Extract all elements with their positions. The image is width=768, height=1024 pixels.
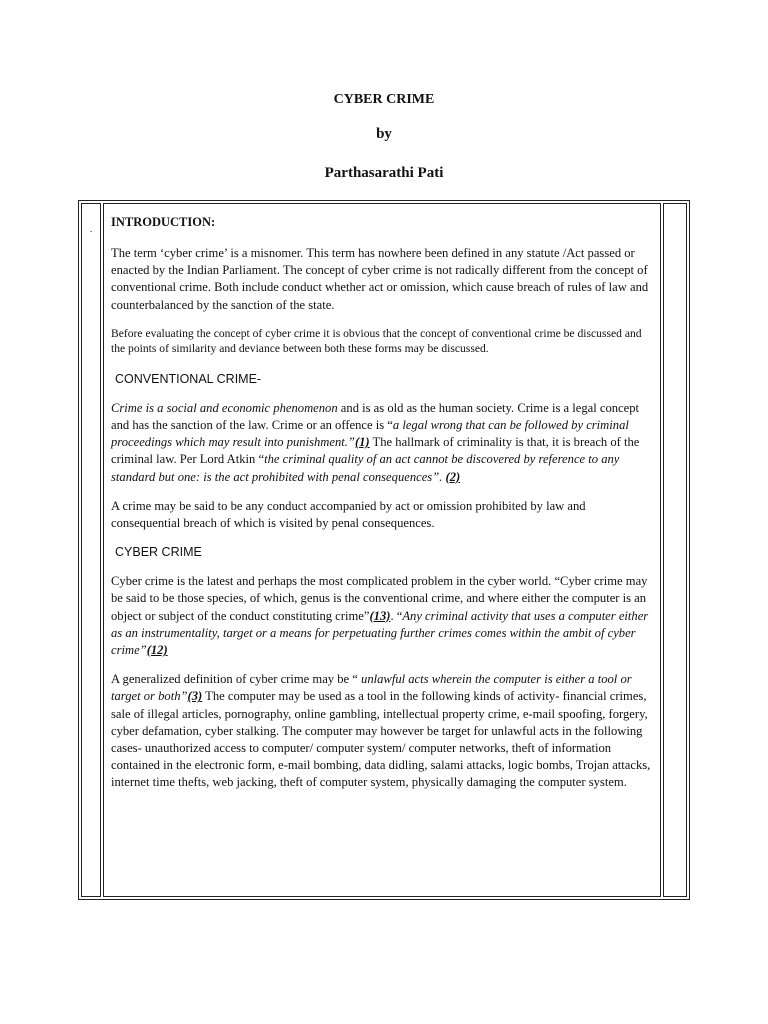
conventional-paragraph-2: A crime may be said to be any conduct accompanied by act or omission prohibited by law and consequential breach of which is visited by penal consequences.	[111, 498, 586, 531]
footnote-ref-1: (1)	[354, 435, 370, 450]
cyber-italic-quote: Any criminal activity that uses a computer either as an instrumentality, target or a means for perpetuating further crimes comes within the ambit of cyber crime”	[111, 608, 649, 658]
cyber-paragraph-1	[111, 573, 651, 659]
conventional-paragraph-1	[111, 400, 651, 486]
footnote-ref-12: (12)	[146, 643, 168, 658]
cyber-text-b: . “	[390, 608, 403, 623]
footnote-ref-2: (2)	[445, 469, 461, 484]
footnote-ref-3: (3)	[187, 689, 203, 704]
intro-paragraph-2: Before evaluating the concept of cyber crime it is obvious that the concept of conventional crime be discussed and the points of similarity and deviance between both these forms may be discussed.	[111, 326, 642, 356]
right-margin-cell	[663, 203, 687, 897]
cyber2-text-a: A generalized definition of cyber crime may be “	[111, 672, 362, 687]
cyber-text-a: Cyber crime is the latest and perhaps the most complicated problem in the cyber world. “Cyber crime may be said to be those species, of which, genus is the conventional crime, and where either the computer is an object or subject of the conduct constituting crime”	[111, 574, 648, 623]
cyber2-italic-def: unlawful acts wherein the computer is either a tool or target or both”	[111, 672, 632, 704]
conv-text-d: The hallmark of criminality is that, it is breach of the criminal law. Per Lord Atkin “	[111, 435, 640, 467]
content-table	[78, 200, 690, 900]
article-body	[111, 214, 651, 804]
conv-italic-atkin: the criminal quality of an act cannot be discovered by reference to any standard but one: is the act prohibited with penal consequences”.	[111, 452, 620, 484]
intro-paragraph-1: The term ‘cyber crime’ is a misnomer. This term has nowhere been defined in any statute /Act passed or enacted by the Indian Parliament. The concept of cyber crime is not radically different from the concept of conventional crime. Both include conduct whether act or omission, which cause breach of rules of law and counterbalanced by the sanction of the state.	[111, 246, 649, 312]
cyber-paragraph-2	[111, 671, 651, 791]
author-name: Parthasarathi Pati	[324, 165, 444, 181]
conv-italic-phrase: Crime is a social and economic phenomenon	[111, 400, 338, 415]
main-content-cell	[103, 203, 661, 897]
left-mark: .	[90, 224, 93, 234]
intro-heading: INTRODUCTION:	[111, 215, 216, 229]
cyber-crime-heading: CYBER CRIME	[115, 545, 202, 560]
conv-italic-quote: a legal wrong that can be followed by criminal proceedings which may result into punishment.”	[111, 418, 629, 450]
left-margin-cell	[81, 203, 101, 897]
conventional-crime-heading: CONVENTIONAL CRIME-	[115, 371, 262, 386]
footnote-ref-13: (13)	[369, 608, 391, 623]
cyber2-text-c: The computer may be used as a tool in the following kinds of activity- financial crimes, sale of illegal articles, pornography, online gambling, intellectual property crime, e-mail spoofing, forgery, cyber defamation, cyber stalking. The computer may however be target for unlawful acts in the following cases- unauthorized access to computer/ computer system/ computer networks, theft of information contained in the electronic form, e-mail bombing, data didling, salami attacks, logic bombs, Trojan attacks, internet time thefts, web jacking, theft of computer system, physically damaging the computer system.	[111, 689, 651, 790]
byline-by: by	[376, 126, 392, 142]
document-title: CYBER CRIME	[333, 92, 435, 107]
conv-text-b: and is as old as the human society. Crime is a legal concept and has the sanction of the law. Crime or an offence is “	[111, 400, 640, 433]
